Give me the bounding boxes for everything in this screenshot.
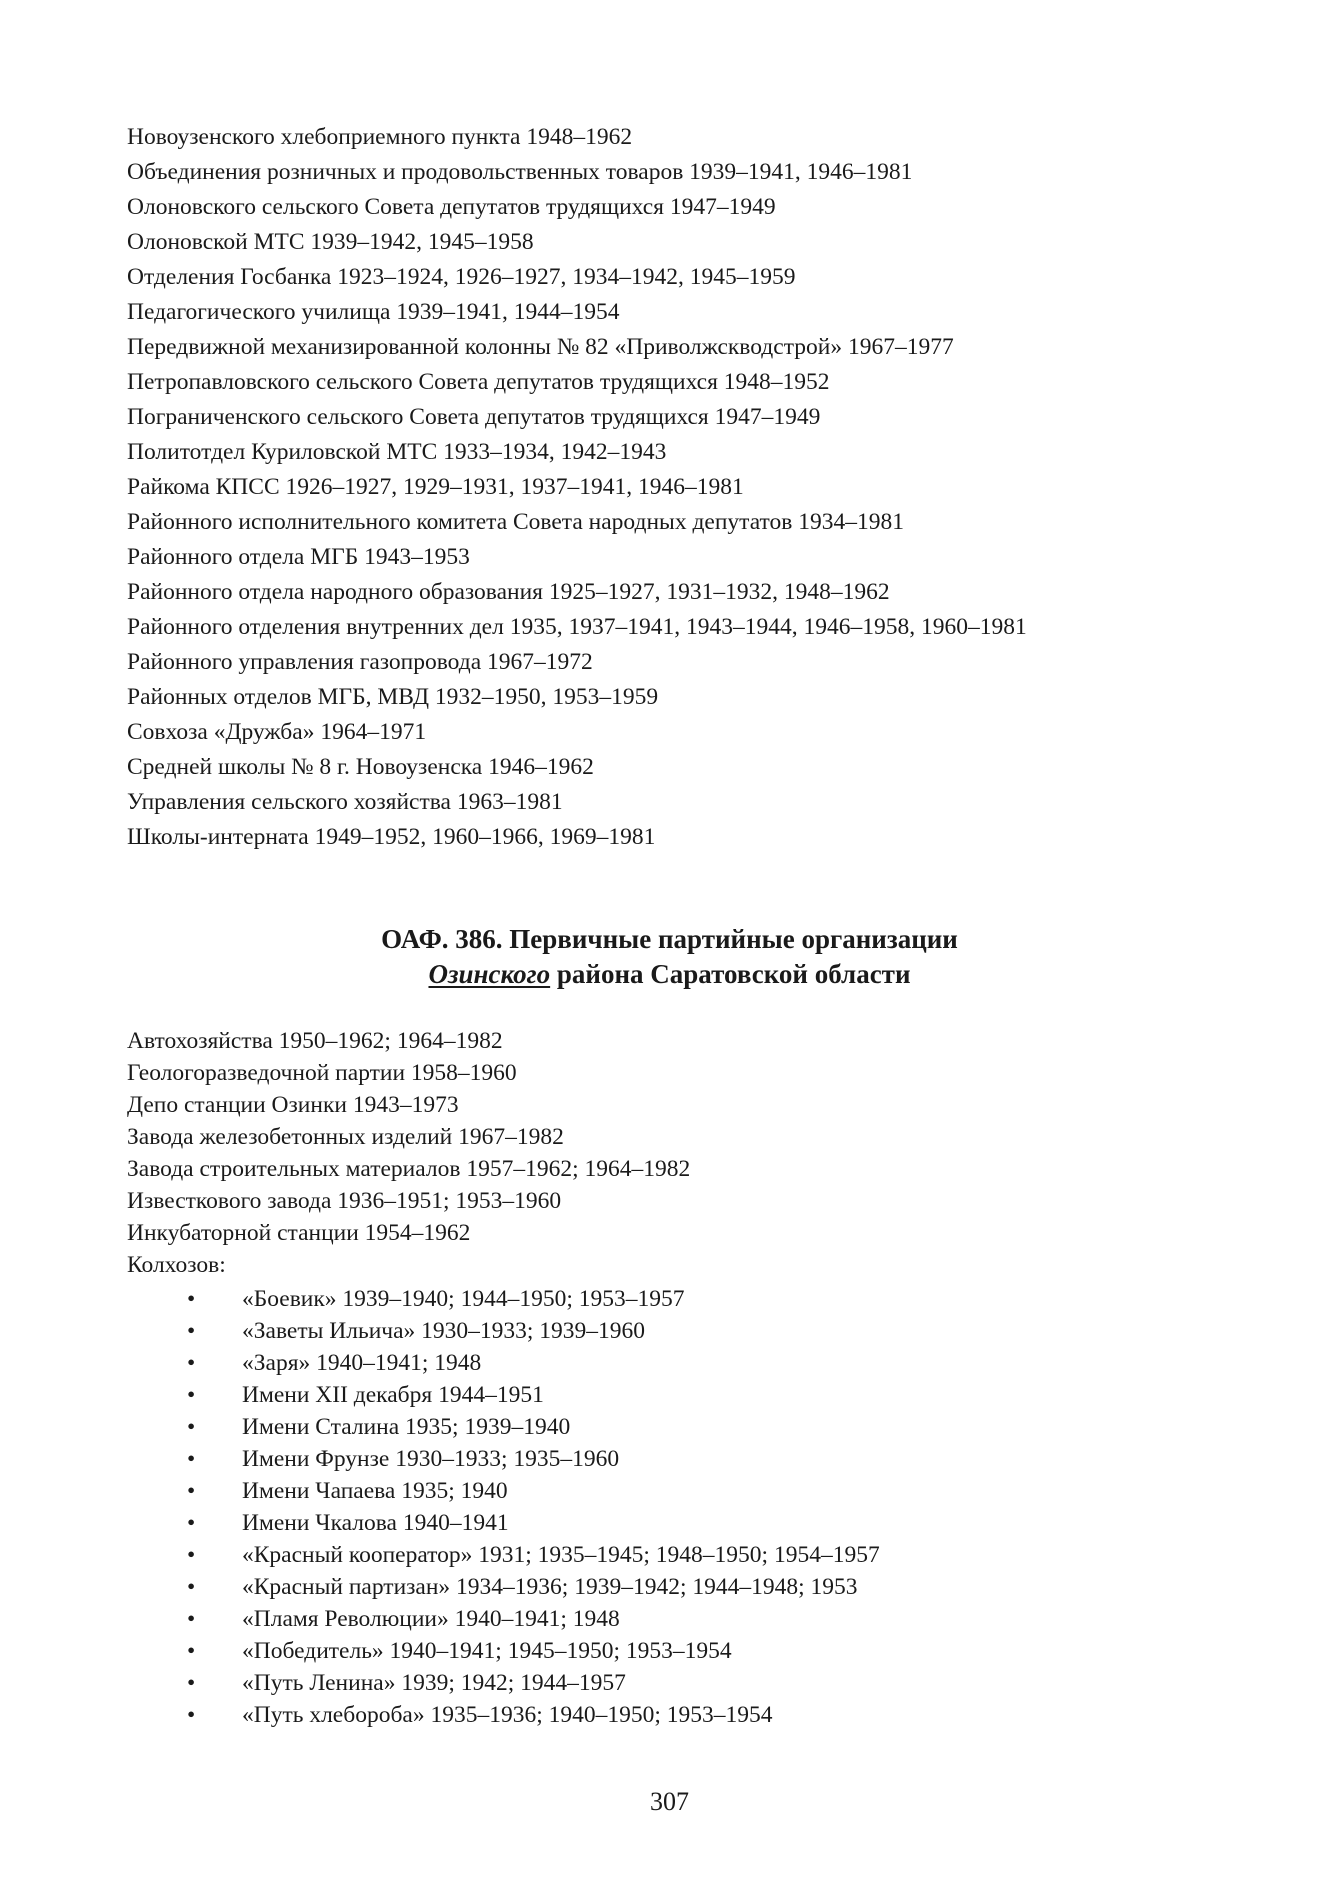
bullet-text: Имени Чапаева 1935; 1940 bbox=[242, 1478, 508, 1504]
list-item: Новоузенского хлебоприемного пункта 1948–1962 bbox=[127, 124, 633, 150]
bullet-text: «Боевик» 1939–1940; 1944–1950; 1953–1957 bbox=[242, 1286, 685, 1312]
list-item: Средней школы № 8 г. Новоузенска 1946–1962 bbox=[127, 754, 594, 780]
list-item: Депо станции Озинки 1943–1973 bbox=[127, 1092, 459, 1118]
list-item: Инкубаторной станции 1954–1962 bbox=[127, 1220, 471, 1246]
list-item: Районного отдела народного образования 1925–1927, 1931–1932, 1948–1962 bbox=[127, 579, 890, 605]
section-heading-district: Озинского bbox=[428, 959, 551, 989]
bullet-icon: • bbox=[187, 1510, 196, 1536]
list-item: Совхоза «Дружба» 1964–1971 bbox=[127, 719, 427, 745]
bullet-icon: • bbox=[187, 1638, 196, 1664]
list-item: Районных отделов МГБ, МВД 1932–1950, 1953–1959 bbox=[127, 684, 659, 710]
bullet-text: «Красный партизан» 1934–1936; 1939–1942; 1944–1948; 1953 bbox=[242, 1574, 858, 1600]
bullet-icon: • bbox=[187, 1670, 196, 1696]
bullet-icon: • bbox=[187, 1446, 196, 1472]
list-item: Политотдел Куриловской МТС 1933–1934, 1942–1943 bbox=[127, 439, 667, 465]
list-item: Райкома КПСС 1926–1927, 1929–1931, 1937–1941, 1946–1981 bbox=[127, 474, 744, 500]
bullet-text: «Победитель» 1940–1941; 1945–1950; 1953–1954 bbox=[242, 1638, 732, 1664]
page-number: 307 bbox=[650, 1787, 689, 1816]
bullet-text: «Заветы Ильича» 1930–1933; 1939–1960 bbox=[242, 1318, 646, 1344]
section-heading-rest: района Саратовской области bbox=[550, 959, 911, 989]
list-item: Петропавловского сельского Совета депутатов трудящихся 1948–1952 bbox=[127, 369, 830, 395]
bullet-icon: • bbox=[187, 1478, 196, 1504]
list-item: Геологоразведочной партии 1958–1960 bbox=[127, 1060, 517, 1086]
list-item: Объединения розничных и продовольственных товаров 1939–1941, 1946–1981 bbox=[127, 159, 913, 185]
section-heading-line-1: ОАФ. 386. Первичные партийные организации bbox=[381, 924, 958, 954]
bullet-text: «Путь хлебороба» 1935–1936; 1940–1950; 1953–1954 bbox=[242, 1702, 773, 1728]
list-item: Пограниченского сельского Совета депутатов трудящихся 1947–1949 bbox=[127, 404, 821, 430]
list-item: Автохозяйства 1950–1962; 1964–1982 bbox=[127, 1028, 503, 1054]
bullet-icon: • bbox=[187, 1414, 196, 1440]
bullet-text: «Заря» 1940–1941; 1948 bbox=[242, 1350, 482, 1376]
bullet-text: Имени Сталина 1935; 1939–1940 bbox=[242, 1414, 571, 1440]
bullet-text: «Путь Ленина» 1939; 1942; 1944–1957 bbox=[242, 1670, 626, 1696]
list-item: Олоновской МТС 1939–1942, 1945–1958 bbox=[127, 229, 534, 255]
bullet-text: Имени Фрунзе 1930–1933; 1935–1960 bbox=[242, 1446, 620, 1472]
list-item: Районного исполнительного комитета Совета народных депутатов 1934–1981 bbox=[127, 509, 904, 535]
list-item: Передвижной механизированной колонны № 82 «Приволжскводстрой» 1967–1977 bbox=[127, 334, 954, 360]
list-item: Школы-интерната 1949–1952, 1960–1966, 1969–1981 bbox=[127, 824, 656, 850]
list-item: Завода строительных материалов 1957–1962; 1964–1982 bbox=[127, 1156, 691, 1182]
list-item: Известкового завода 1936–1951; 1953–1960 bbox=[127, 1188, 562, 1214]
bullet-icon: • bbox=[187, 1702, 196, 1728]
list-item: Районного отделения внутренних дел 1935, 1937–1941, 1943–1944, 1946–1958, 1960–1981 bbox=[127, 614, 1027, 640]
bullet-icon: • bbox=[187, 1574, 196, 1600]
bullet-icon: • bbox=[187, 1286, 196, 1312]
bullet-icon: • bbox=[187, 1382, 196, 1408]
bullet-text: «Пламя Революции» 1940–1941; 1948 bbox=[242, 1606, 620, 1632]
list-item: Управления сельского хозяйства 1963–1981 bbox=[127, 789, 563, 815]
list-item: Отделения Госбанка 1923–1924, 1926–1927, 1934–1942, 1945–1959 bbox=[127, 264, 796, 290]
list-item: Завода железобетонных изделий 1967–1982 bbox=[127, 1124, 564, 1150]
list-item: Олоновского сельского Совета депутатов трудящихся 1947–1949 bbox=[127, 194, 776, 220]
list-item-kolkhoz-header: Колхозов: bbox=[127, 1252, 226, 1278]
bullet-icon: • bbox=[187, 1350, 196, 1376]
bullet-text: Имени Чкалова 1940–1941 bbox=[242, 1510, 509, 1536]
bullet-icon: • bbox=[187, 1542, 196, 1568]
bullet-text: «Красный кооператор» 1931; 1935–1945; 1948–1950; 1954–1957 bbox=[242, 1542, 880, 1568]
bullet-icon: • bbox=[187, 1606, 196, 1632]
bullet-icon: • bbox=[187, 1318, 196, 1344]
list-item: Педагогического училища 1939–1941, 1944–1954 bbox=[127, 299, 620, 325]
bullet-text: Имени XII декабря 1944–1951 bbox=[242, 1382, 544, 1408]
list-item: Районного управления газопровода 1967–1972 bbox=[127, 649, 593, 675]
section-heading-line-2 bbox=[0, 957, 1339, 991]
list-item: Районного отдела МГБ 1943–1953 bbox=[127, 544, 470, 570]
